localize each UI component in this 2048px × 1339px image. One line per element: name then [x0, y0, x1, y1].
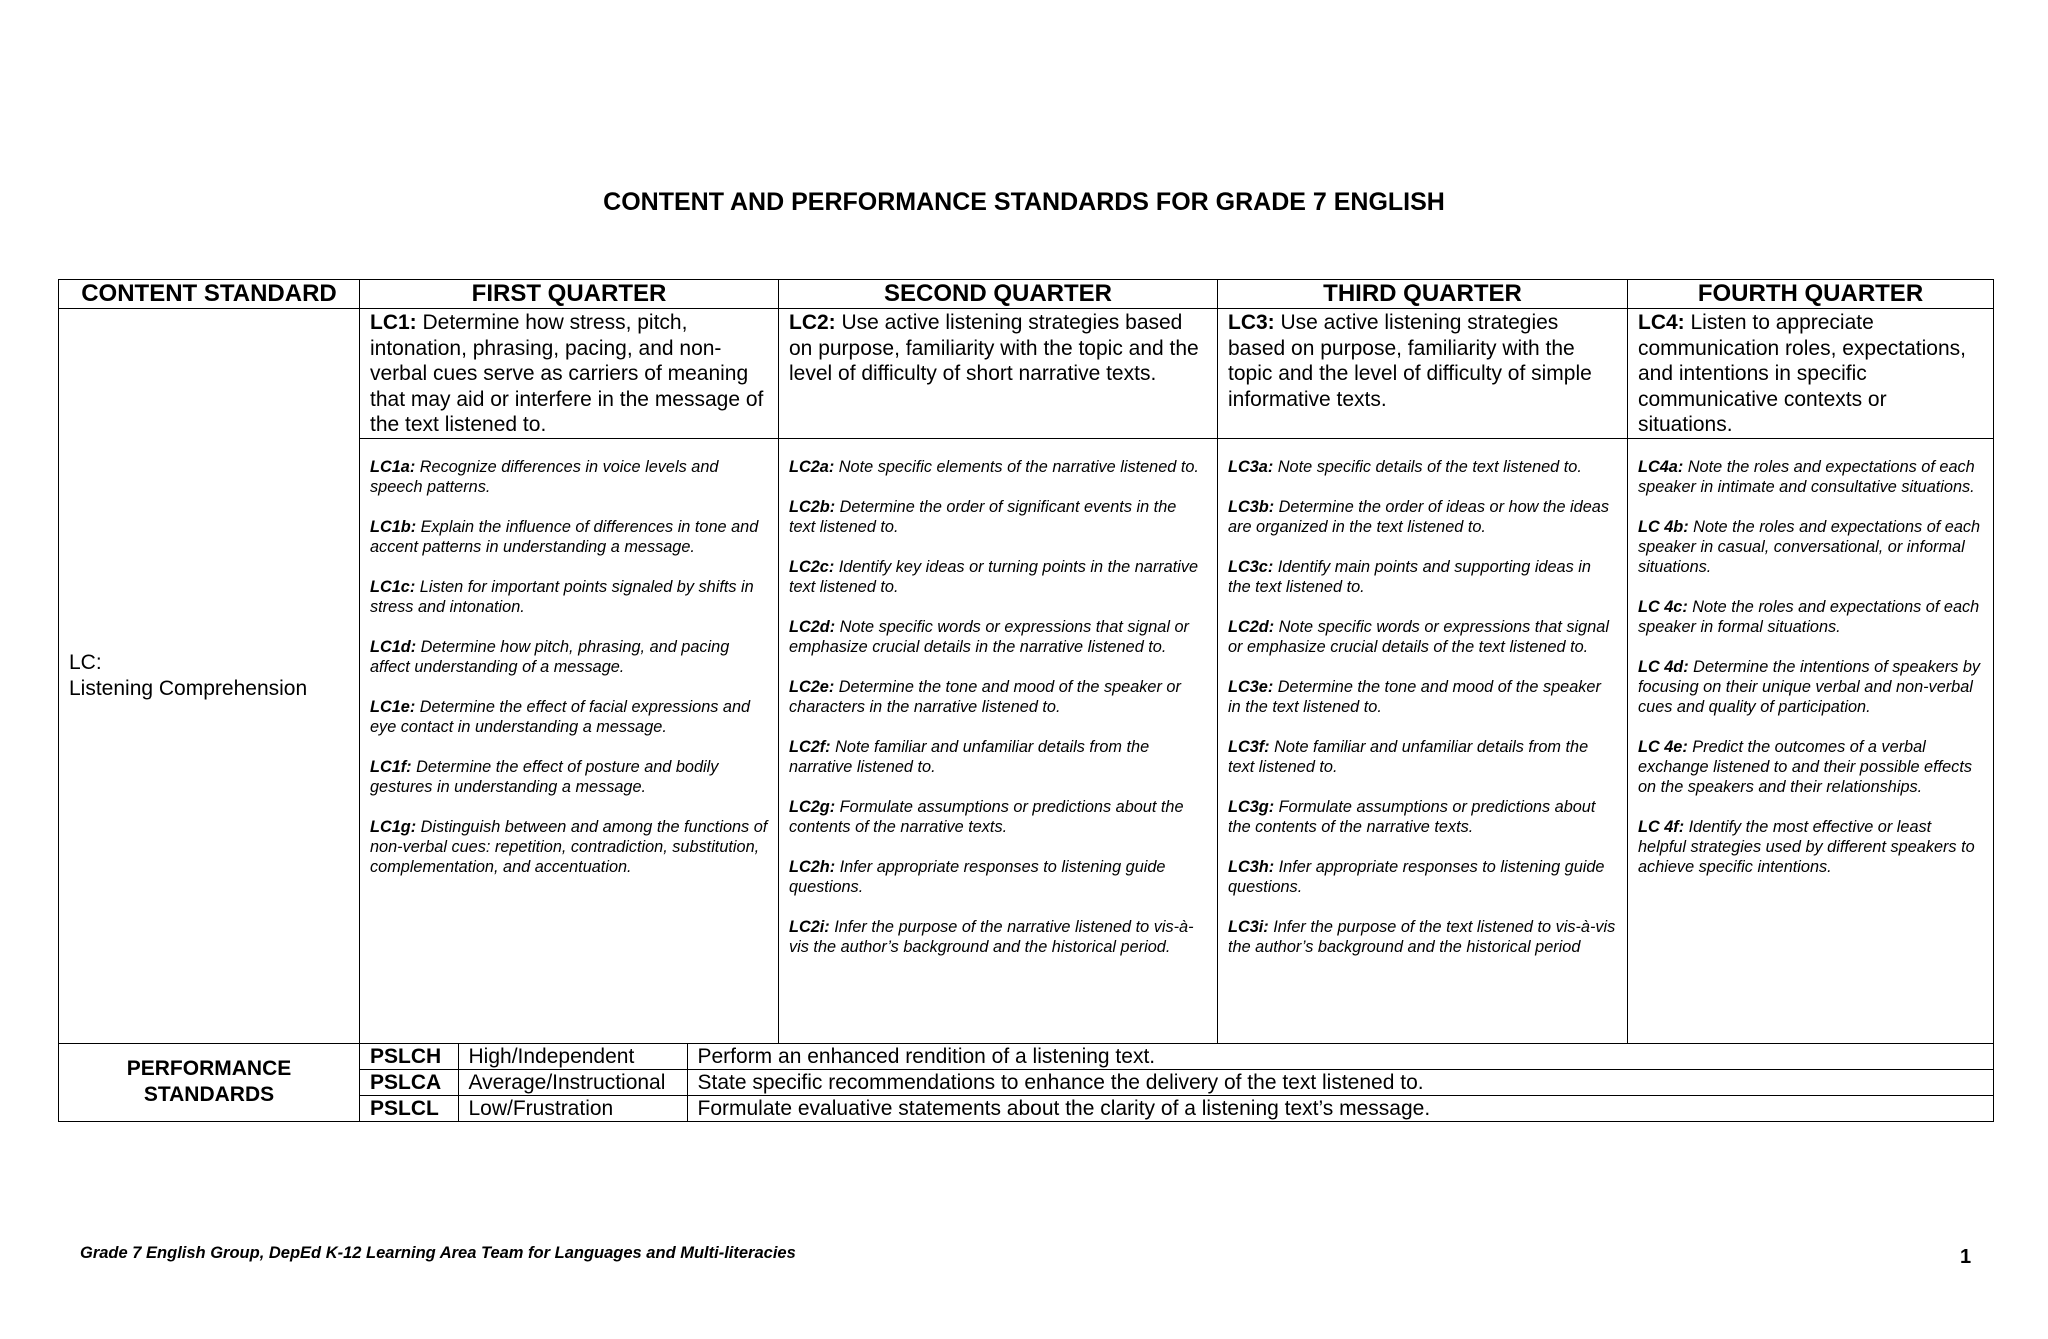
performance-row [59, 1043, 1994, 1121]
performance-standards-label: PERFORMANCE STANDARDS [59, 1043, 360, 1121]
sub-objectives-q3 [1218, 438, 1628, 1043]
header-fourth-quarter: FOURTH QUARTER [1628, 280, 1994, 309]
list-item: LC1a: Recognize differences in voice levels and speech patterns. [370, 457, 719, 496]
sub-objectives-q1 [360, 438, 779, 1043]
objective-text: Use active listening strategies based on purpose, familiarity with the topic and the level of difficulty of short narrative texts. [789, 311, 1199, 385]
list-item: LC1d: Determine how pitch, phrasing, and pacing affect understanding of a message. [370, 637, 730, 676]
sub-objectives-q4 [1628, 438, 1994, 1043]
performance-level: Average/Instructional [458, 1069, 687, 1095]
header-first-quarter: FIRST QUARTER [360, 280, 779, 309]
table-row [360, 1095, 1993, 1121]
list-item: LC3a: Note specific details of the text listened to. [1228, 457, 1582, 476]
performance-standards-cell [360, 1043, 1994, 1121]
list-item: LC 4c: Note the roles and expectations of each speaker in formal situations. [1638, 597, 1980, 636]
performance-level: Low/Frustration [458, 1095, 687, 1121]
content-standard-name: Listening Comprehension [69, 676, 308, 700]
list-item: LC2e: Determine the tone and mood of the speaker or characters in the narrative listened to. [789, 677, 1181, 716]
performance-code: PSLCA [360, 1069, 458, 1095]
list-item: LC2d: Note specific words or expressions that signal or emphasize crucial details of the text listened to. [1228, 617, 1609, 656]
page-title: CONTENT AND PERFORMANCE STANDARDS FOR GRADE 7 ENGLISH [603, 188, 1445, 216]
list-item: LC2d: Note specific words or expressions that signal or emphasize crucial details in the narrative listened to. [789, 617, 1189, 656]
list-item: LC3f: Note familiar and unfamiliar details from the text listened to. [1228, 737, 1589, 776]
list-item: LC 4f: Identify the most effective or least helpful strategies used by different speakers to achieve specific intentions. [1638, 817, 1975, 876]
list-item: LC2f: Note familiar and unfamiliar details from the narrative listened to. [789, 737, 1150, 776]
performance-code: PSLCL [360, 1095, 458, 1121]
list-item: LC3h: Infer appropriate responses to listening guide questions. [1228, 857, 1605, 896]
header-content-standard: CONTENT STANDARD [59, 280, 360, 309]
list-item: LC3e: Determine the tone and mood of the speaker in the text listened to. [1228, 677, 1601, 716]
list-item: LC2a: Note specific elements of the narrative listened to. [789, 457, 1199, 476]
content-standard-cell [59, 309, 360, 1044]
list-item: LC1g: Distinguish between and among the functions of non-verbal cues: repetition, contradiction, substitution, complementation, and accentuation. [370, 817, 768, 876]
list-item: LC1f: Determine the effect of posture and bodily gestures in understanding a message. [370, 757, 719, 796]
objective-q1 [360, 309, 779, 439]
list-item: LC 4e: Predict the outcomes of a verbal exchange listened to and their possible effects on the speakers and their relationships. [1638, 737, 1972, 796]
performance-text: State specific recommendations to enhance the delivery of the text listened to. [687, 1069, 1993, 1095]
list-item: LC3b: Determine the order of ideas or how the ideas are organized in the text listened to. [1228, 497, 1609, 536]
page-number: 1 [1960, 1246, 1972, 1268]
objective-text: Determine how stress, pitch, intonation, phrasing, pacing, and non-verbal cues serve as carriers of meaning that may aid or interfere in the message of the text listened to. [370, 311, 764, 436]
performance-code: PSLCH [360, 1044, 458, 1070]
list-item: LC3c: Identify main points and supporting ideas in the text listened to. [1228, 557, 1591, 596]
objective-q4 [1628, 309, 1994, 439]
objective-q3 [1218, 309, 1628, 439]
header-third-quarter: THIRD QUARTER [1218, 280, 1628, 309]
objective-text: Use active listening strategies based on purpose, familiarity with the topic and the level of difficulty of simple informative texts. [1228, 311, 1592, 411]
objective-text: Listen to appreciate communication roles, expectations, and intentions in specific communicative contexts or situations. [1638, 311, 1966, 436]
performance-text: Formulate evaluative statements about the clarity of a listening text’s message. [687, 1095, 1993, 1121]
sub-objectives-q2 [779, 438, 1218, 1043]
table-row [360, 1069, 1993, 1095]
objective-code: LC2: [789, 311, 836, 334]
list-item: LC1e: Determine the effect of facial expressions and eye contact in understanding a message. [370, 697, 751, 736]
list-item: LC1b: Explain the influence of differences in tone and accent patterns in understanding a message. [370, 517, 759, 556]
header-second-quarter: SECOND QUARTER [779, 280, 1218, 309]
list-item: LC2i: Infer the purpose of the narrative listened to vis-à-vis the author’s background and the historical period. [789, 917, 1194, 956]
list-item: LC4a: Note the roles and expectations of each speaker in intimate and consultative situations. [1638, 457, 1975, 496]
objectives-row [59, 309, 1994, 439]
list-item: LC2h: Infer appropriate responses to listening guide questions. [789, 857, 1166, 896]
list-item: LC3i: Infer the purpose of the text listened to vis-à-vis the author’s background and the historical period [1228, 917, 1616, 956]
standards-table [58, 279, 1994, 1122]
performance-text: Perform an enhanced rendition of a listening text. [687, 1044, 1993, 1070]
performance-table [360, 1044, 1993, 1121]
content-standard-code: LC: [69, 650, 102, 674]
objective-code: LC3: [1228, 311, 1275, 334]
objective-q2 [779, 309, 1218, 439]
list-item: LC 4d: Determine the intentions of speakers by focusing on their unique verbal and non-verbal cues and quality of participation. [1638, 657, 1981, 716]
page-footer: Grade 7 English Group, DepEd K-12 Learning Area Team for Languages and Multi-literacies [80, 1244, 796, 1262]
list-item: LC2b: Determine the order of significant events in the text listened to. [789, 497, 1177, 536]
objective-code: LC1: [370, 311, 417, 334]
list-item: LC 4b: Note the roles and expectations of each speaker in casual, conversational, or informal situations. [1638, 517, 1981, 576]
performance-level: High/Independent [458, 1044, 687, 1070]
list-item: LC1c: Listen for important points signaled by shifts in stress and intonation. [370, 577, 754, 616]
list-item: LC3g: Formulate assumptions or predictions about the contents of the narrative texts. [1228, 797, 1596, 836]
header-row [59, 280, 1994, 309]
list-item: LC2c: Identify key ideas or turning points in the narrative text listened to. [789, 557, 1199, 596]
list-item: LC2g: Formulate assumptions or predictions about the contents of the narrative texts. [789, 797, 1184, 836]
table-row [360, 1044, 1993, 1070]
objective-code: LC4: [1638, 311, 1685, 334]
